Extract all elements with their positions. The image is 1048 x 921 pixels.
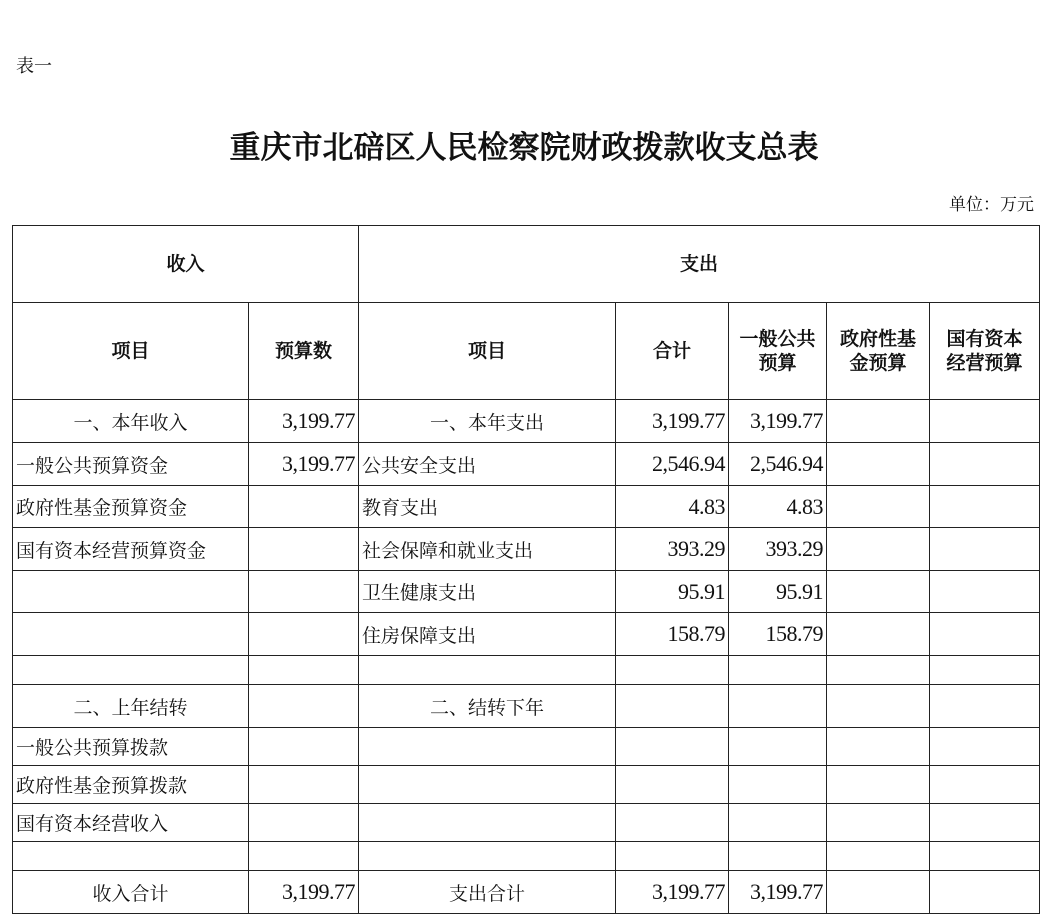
gov-fund-header [827,303,930,400]
gov-fund-cell [827,613,930,656]
gov-fund-cell [827,685,930,728]
state-capital-cell [930,486,1040,528]
expense-total-cell [616,804,729,842]
income-amount-cell [249,842,359,871]
table-row [13,400,1040,443]
income-amount-cell: 3,199.77 [249,871,359,914]
expense-total-cell: 3,199.77 [616,871,729,914]
table-row [13,871,1040,914]
state-capital-cell [930,571,1040,613]
income-item-cell [13,842,249,871]
expense-total-cell: 393.29 [616,528,729,571]
gov-fund-cell [827,400,930,443]
general-budget-header [729,303,827,400]
gov-fund-cell [827,571,930,613]
income-amount-cell [249,656,359,685]
gov-fund-cell [827,842,930,871]
general-budget-header-line2: 预算 [758,352,797,374]
table-row [13,685,1040,728]
income-item-cell: 一般公共预算资金 [13,443,249,486]
expense-total-cell [616,685,729,728]
table-row [13,571,1040,613]
general-budget-cell [729,685,827,728]
income-amount-cell [249,766,359,804]
gov-fund-header-line1: 政府性基 [840,328,917,350]
expense-total-cell: 2,546.94 [616,443,729,486]
general-budget-cell [729,766,827,804]
expense-header: 支出 [359,226,1040,303]
table-row [13,656,1040,685]
table-row [13,728,1040,766]
income-item-cell [13,656,249,685]
income-amount-cell [249,571,359,613]
income-amount-cell [249,728,359,766]
gov-fund-cell [827,443,930,486]
unit-label: 单位：万元 [949,195,1034,215]
income-amount-cell [249,685,359,728]
income-amount-cell [249,804,359,842]
general-budget-cell [729,728,827,766]
state-capital-cell [930,656,1040,685]
general-budget-cell: 2,546.94 [729,443,827,486]
table-row [13,528,1040,571]
gov-fund-cell [827,728,930,766]
expense-item-cell [359,804,616,842]
header-row-sub [13,303,1040,400]
expense-item-cell: 二、结转下年 [359,685,616,728]
expense-item-cell: 一、本年支出 [359,400,616,443]
state-capital-header-line1: 国有资本 [946,328,1023,350]
income-item-cell: 政府性基金预算拨款 [13,766,249,804]
general-budget-cell: 3,199.77 [729,871,827,914]
income-item-cell: 国有资本经营预算资金 [13,528,249,571]
gov-fund-cell [827,528,930,571]
income-item-cell: 收入合计 [13,871,249,914]
income-item-cell: 二、上年结转 [13,685,249,728]
expense-total-cell: 158.79 [616,613,729,656]
state-capital-cell [930,728,1040,766]
expense-total-cell [616,656,729,685]
expense-total-cell [616,842,729,871]
state-capital-cell [930,685,1040,728]
income-item-cell [13,571,249,613]
state-capital-cell [930,766,1040,804]
expense-item-cell: 卫生健康支出 [359,571,616,613]
general-budget-cell [729,656,827,685]
expense-total-cell [616,728,729,766]
general-budget-cell: 95.91 [729,571,827,613]
table-row [13,766,1040,804]
expense-item-cell: 支出合计 [359,871,616,914]
state-capital-cell [930,804,1040,842]
gov-fund-cell [827,871,930,914]
page-title: 重庆市北碚区人民检察院财政拨款收支总表 [229,130,819,166]
income-item-cell: 一、本年收入 [13,400,249,443]
expense-item-cell: 社会保障和就业支出 [359,528,616,571]
expense-item-cell: 公共安全支出 [359,443,616,486]
state-capital-cell [930,528,1040,571]
expense-total-cell: 3,199.77 [616,400,729,443]
state-capital-header [930,303,1040,400]
general-budget-cell [729,804,827,842]
income-item-cell: 政府性基金预算资金 [13,486,249,528]
expense-item-header: 项目 [359,303,616,400]
general-budget-cell: 3,199.77 [729,400,827,443]
table-row [13,443,1040,486]
general-budget-cell: 158.79 [729,613,827,656]
expense-item-cell [359,842,616,871]
expense-item-cell: 教育支出 [359,486,616,528]
income-item-cell: 一般公共预算拨款 [13,728,249,766]
gov-fund-cell [827,656,930,685]
general-budget-cell [729,842,827,871]
table-row [13,613,1040,656]
income-item-cell [13,613,249,656]
state-capital-cell [930,871,1040,914]
table-row [13,842,1040,871]
income-amount-cell [249,486,359,528]
state-capital-cell [930,400,1040,443]
table-row [13,486,1040,528]
gov-fund-cell [827,804,930,842]
expense-item-cell [359,656,616,685]
income-header: 收入 [13,226,359,303]
income-item-header: 项目 [13,303,249,400]
gov-fund-cell [827,766,930,804]
table-label: 表一 [16,56,52,77]
general-budget-cell: 4.83 [729,486,827,528]
expense-item-cell: 住房保障支出 [359,613,616,656]
total-header: 合计 [616,303,729,400]
expense-total-cell [616,766,729,804]
expense-item-cell [359,728,616,766]
income-amount-cell: 3,199.77 [249,443,359,486]
general-budget-header-line1: 一般公共 [739,328,816,350]
income-budget-header: 预算数 [249,303,359,400]
state-capital-header-line2: 经营预算 [946,352,1023,374]
state-capital-cell [930,842,1040,871]
gov-fund-header-line2: 金预算 [849,352,907,374]
income-amount-cell [249,528,359,571]
expense-total-cell: 4.83 [616,486,729,528]
expense-total-cell: 95.91 [616,571,729,613]
general-budget-cell: 393.29 [729,528,827,571]
header-row-top [13,226,1040,303]
table-body [13,400,1040,914]
table-row [13,804,1040,842]
expense-item-cell [359,766,616,804]
fiscal-summary-table [12,225,1040,914]
gov-fund-cell [827,486,930,528]
income-amount-cell: 3,199.77 [249,400,359,443]
income-amount-cell [249,613,359,656]
state-capital-cell [930,613,1040,656]
state-capital-cell [930,443,1040,486]
income-item-cell: 国有资本经营收入 [13,804,249,842]
